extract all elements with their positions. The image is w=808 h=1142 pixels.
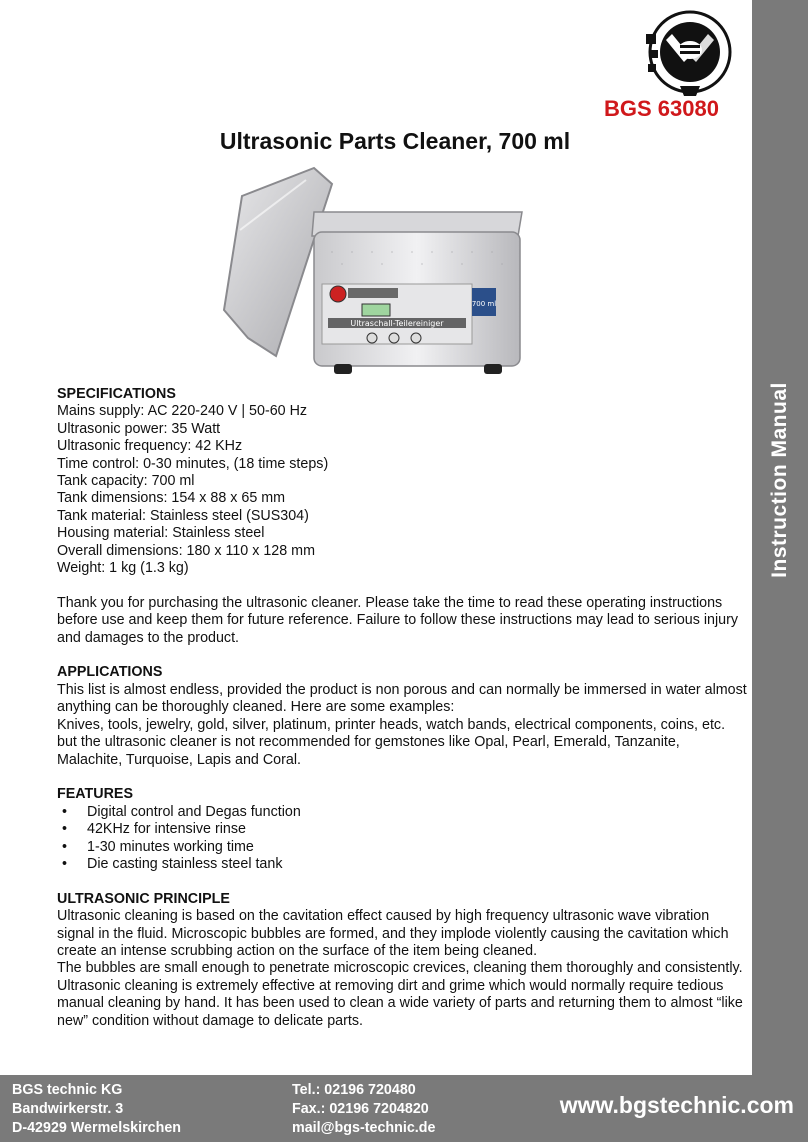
specifications-heading: SPECIFICATIONS: [57, 386, 176, 402]
spec-line: Tank dimensions: 154 x 88 x 65 mm: [57, 490, 286, 507]
city-address: D-42929 Wermelskirchen: [12, 1120, 182, 1136]
product-code: BGS 63080: [604, 96, 719, 121]
spec-line: Housing material: Stainless steel: [57, 525, 265, 542]
spec-line: Tank capacity: 700 ml: [57, 473, 195, 490]
spec-line: Tank material: Stainless steel (SUS304): [57, 507, 309, 524]
footer-contact: [292, 1081, 435, 1138]
features-heading: FEATURES: [57, 786, 133, 803]
features-section: [57, 786, 747, 873]
applications-examples: Knives, tools, jewelry, gold, silver, platinum, printer heads, watch bands, electrical components, coins, etc. but the ultrasonic cleaner is not recommended for gemstones like Opal, Pearl, Emerald, Tanzanite, Malachite, Turquoise, Lapis and Coral.: [57, 716, 726, 768]
email-address: mail@bgs-technic.de: [292, 1120, 436, 1136]
applications-paragraph: This list is almost endless, provided the product is non porous and can normally be immersed in water almost anything can be thoroughly cleaned. Here are some examples:: [57, 681, 747, 716]
bgs-logo-icon: [640, 4, 740, 104]
footer-address: [12, 1081, 181, 1138]
list-item: • Digital control and Degas function: [57, 804, 747, 821]
capacity-badge: 700 ml: [471, 300, 497, 308]
principle-paragraph: Ultrasonic cleaning is based on the cavitation effect caused by high frequency ultrasonic wave vibration signal in the fluid. Microscopic bubbles are formed, and they implode violently causing the cavitation which create an intense scrubbing action on the surface of the item being cleaned.: [57, 908, 729, 959]
applications-section: [57, 664, 747, 768]
intro-section: [57, 595, 747, 647]
street-address: Bandwirkerstr. 3: [12, 1101, 124, 1117]
website-link: www.bgstechnic.com: [559, 1092, 794, 1118]
phone-number: Tel.: 02196 720480: [292, 1082, 416, 1098]
footer: [0, 1075, 808, 1142]
spec-line: Time control: 0-30 minutes, (18 time steps): [57, 455, 329, 472]
spec-line: Mains supply: AC 220-240 V | 50-60 Hz: [57, 403, 308, 420]
list-item: • 42KHz for intensive rinse: [57, 821, 747, 838]
principle-section: [57, 891, 747, 1030]
list-item: • Die casting stainless steel tank: [57, 856, 747, 873]
document-type-label: Instruction Manual: [768, 382, 791, 578]
principle-heading: ULTRASONIC PRINCIPLE: [57, 890, 230, 907]
applications-heading: APPLICATIONS: [57, 664, 163, 681]
spec-line: Weight: 1 kg (1.3 kg): [57, 560, 189, 577]
features-list: [57, 804, 747, 874]
intro-text: Thank you for purchasing the ultrasonic cleaner. Please take the time to read these operating instructions before use and keep them for future reference. Failure to follow these instructions may lead to serious injury and damages to the product.: [57, 594, 739, 646]
spec-line: Ultrasonic power: 35 Watt: [57, 420, 221, 437]
ultrasonic-cleaner-image: [222, 160, 540, 382]
specifications-section: [57, 386, 747, 577]
spec-line: Ultrasonic frequency: 42 KHz: [57, 438, 243, 455]
manual-content: [57, 386, 747, 1047]
page-title: Ultrasonic Parts Cleaner, 700 ml: [219, 128, 571, 154]
device-display-label: Ultraschall-Teilereiniger: [350, 319, 444, 328]
fax-number: Fax.: 02196 7204820: [292, 1101, 429, 1117]
principle-paragraph: The bubbles are small enough to penetrate microscopic crevices, cleaning them thoroughly and consistently. Ultrasonic cleaning is extremely effective at removing dirt and grime which would normally require tedious manual cleaning by hand. It has been used to clean a wide variety of parts and returning them to almost “like new” condition without damage to delicate parts.: [57, 960, 743, 1029]
spec-line: Overall dimensions: 180 x 110 x 128 mm: [57, 542, 315, 559]
company-name: BGS technic KG: [12, 1082, 123, 1098]
list-item: • 1-30 minutes working time: [57, 839, 747, 856]
